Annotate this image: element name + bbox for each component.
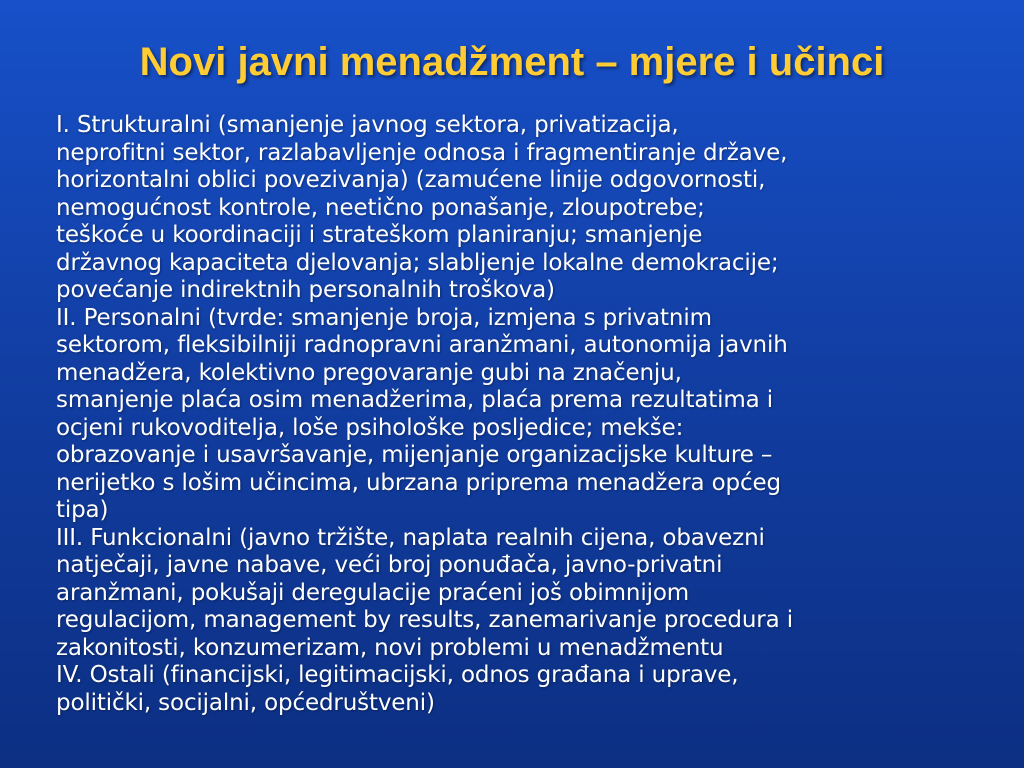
text-line: politički, socijalni, općedruštveni): [56, 689, 435, 716]
text-line: III. Funkcionalni (javno tržište, naplata realnih cijena, obavezni: [56, 524, 765, 551]
paragraph-personnel: [56, 305, 996, 525]
text-line: horizontalni oblici povezivanja) (zamućene linije odgovornosti,: [56, 167, 766, 193]
text-line: povećanje indirektnih personalnih troškova): [56, 277, 555, 303]
text-line: aranžmani, pokušaji deregulacije praćeni još obimnijom: [56, 579, 689, 606]
paragraph-functional: [56, 525, 996, 663]
text-line: regulacijom, management by results, zanemarivanje procedura i: [56, 607, 793, 633]
text-line: neprofitni sektor, razlabavljenje odnosa i fragmentiranje države,: [56, 139, 788, 166]
text-line: sektorom, fleksibilniji radnopravni aranžmani, autonomija javnih: [56, 332, 788, 358]
text-line: nerijetko s lošim učincima, ubrzana priprema menadžera općeg: [56, 469, 781, 496]
text-line: IV. Ostali (financijski, legitimacijski, odnos građana i uprave,: [56, 662, 739, 688]
text-line: nemogućnost kontrole, neetično ponašanje, zloupotrebe;: [56, 194, 705, 221]
text-line: II. Personalni (tvrde: smanjenje broja, izmjena s privatnim: [56, 304, 712, 331]
paragraph-other: [56, 662, 996, 717]
text-line: ocjeni rukovoditelja, loše psihološke posljedice; mekše:: [56, 414, 684, 441]
slide-body: [56, 112, 996, 717]
text-line: obrazovanje i usavršavanje, mijenjanje organizacijske kulture –: [56, 442, 773, 468]
paragraph-structural: [56, 112, 996, 305]
text-line: smanjenje plaća osim menadžerima, plaća prema rezultatima i: [56, 387, 773, 413]
text-line: menadžera, kolektivno pregovaranje gubi na značenju,: [56, 359, 682, 386]
text-line: natječaji, javne nabave, veći broj ponuđača, javno-privatni: [56, 552, 723, 578]
text-line: I. Strukturalni (smanjenje javnog sektora, privatizacija,: [56, 112, 679, 138]
slide-title: Novi javni menadžment – mjere i učinci: [139, 40, 885, 84]
text-line: državnog kapaciteta djelovanja; slabljenje lokalne demokracije;: [56, 249, 779, 276]
text-line: zakonitosti, konzumerizam, novi problemi u menadžmentu: [56, 634, 724, 661]
text-line: teškoće u koordinaciji i strateškom planiranju; smanjenje: [56, 222, 703, 248]
text-line: tipa): [56, 497, 109, 523]
